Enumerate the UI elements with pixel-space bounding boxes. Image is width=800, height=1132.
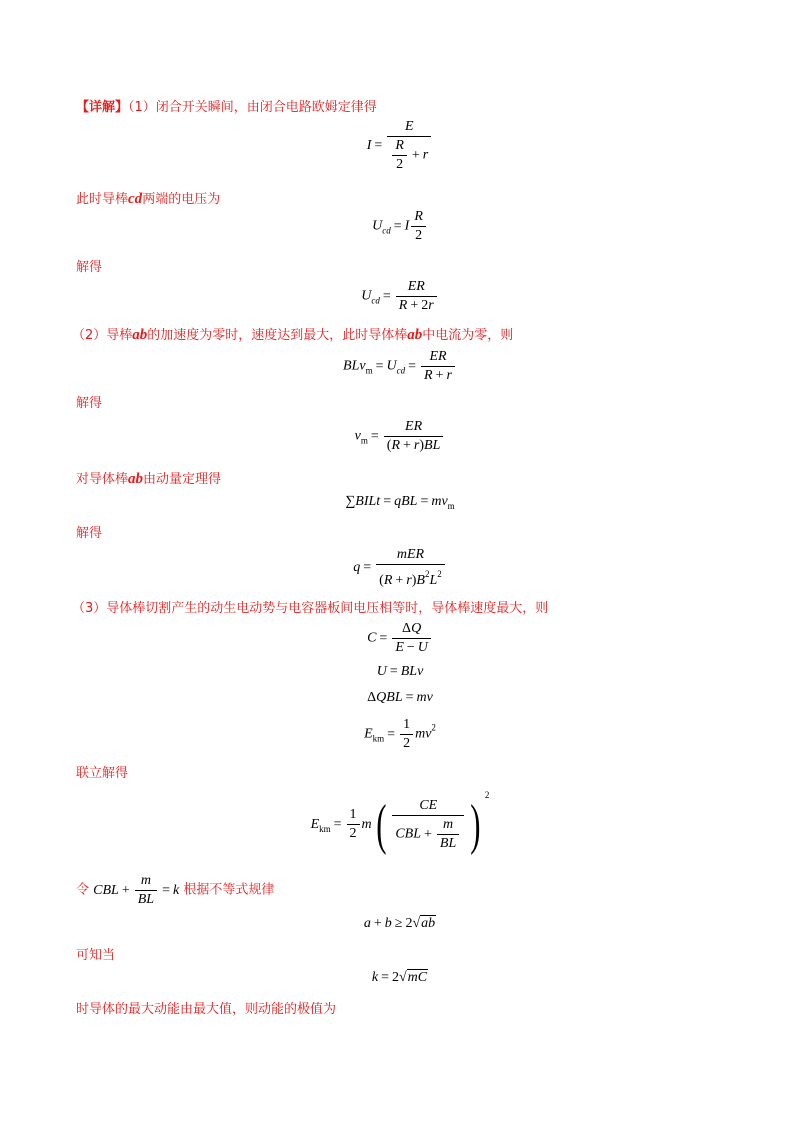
eq-inequality: a + b ≥ 2√ab [363, 916, 436, 931]
line-10-pre: 令 [76, 882, 90, 898]
eq-momentum: ∑BILt = qBL = $mv_m$ [345, 494, 455, 511]
eq-u-blv: U = BLv [376, 664, 424, 679]
line-1-text: （1）闭合开关瞬间，由闭合电路欧姆定律得 [128, 100, 377, 115]
line-6-post: 由动量定理得 [143, 472, 222, 487]
eq-ekm-full: $E_{km}$ = $\frac{1}{2}$ m( CE CBL + $\frac{m}{BL}$ ) $^2$ [310, 790, 490, 856]
var-ab-2: ab [407, 327, 423, 343]
line-8: （3）导体棒切割产生的动生电动势与电容器板间电压相等时，导体棒速度最大，则 [72, 601, 549, 616]
line-4-post: 中电流为零，则 [422, 328, 514, 343]
line-4-mid: 的加速度为零时，速度达到最大，此时导体棒 [147, 328, 408, 343]
eq-capacitance: C = $\frac{\Delta Q}{E - U}$ [0, 620, 800, 657]
line-4 [72, 324, 513, 344]
eq-current: I = E $\frac{R}{2}$ + r [0, 118, 800, 174]
line-10-post: 根据不等式规律 [183, 882, 275, 898]
line-4-pre: （2）导棒 [72, 328, 133, 343]
line-10 [76, 872, 274, 909]
line-2-pre: 此时导棒 [76, 192, 129, 207]
detail-bracket: 【详解】 [76, 100, 129, 115]
eq-vm: $v_m$ = $\frac{ER}{(R + r)BL}$ [0, 418, 800, 455]
line-6-pre: 对导体棒 [76, 472, 129, 487]
eq-blvm: $BLv_m = U_{cd}$ = $\frac{ER}{R + r}$ [0, 348, 800, 385]
eq-ucd: $U_{cd} = I$ $\frac{R}{2}$ [0, 208, 800, 245]
line-9: 联立解得 [76, 766, 129, 781]
eq-k: k = 2√mC [371, 970, 428, 985]
line-3: 解得 [76, 260, 103, 275]
eq-ucd-result: $U_{cd}$ = $\frac{ER}{R + 2r}$ [0, 278, 800, 315]
line-2-post: 两端的电压为 [142, 192, 221, 207]
eq-dqbl: ΔQBL = mv [367, 690, 433, 705]
line-7: 解得 [76, 526, 103, 541]
line-12: 时导体的最大动能由最大值，则动能的极值为 [76, 1002, 337, 1017]
line-2 [76, 188, 220, 208]
var-cd: cd [128, 191, 143, 207]
inline-formula-k: CBL + $\frac{m}{BL}$ = k [93, 873, 180, 907]
line-5: 解得 [76, 396, 103, 411]
eq-q: q = $\frac{\text{mER}}{(R + r)B^2L^2}$ [0, 546, 800, 590]
line-6 [76, 468, 221, 488]
line-11: 可知当 [76, 948, 116, 963]
var-ab-3: ab [128, 471, 144, 487]
line-1 [76, 96, 377, 115]
eq-ekm: $E_{km}$ = $\frac{1}{2}$ $mv^2$ [364, 717, 436, 751]
var-ab-1: ab [132, 327, 148, 343]
